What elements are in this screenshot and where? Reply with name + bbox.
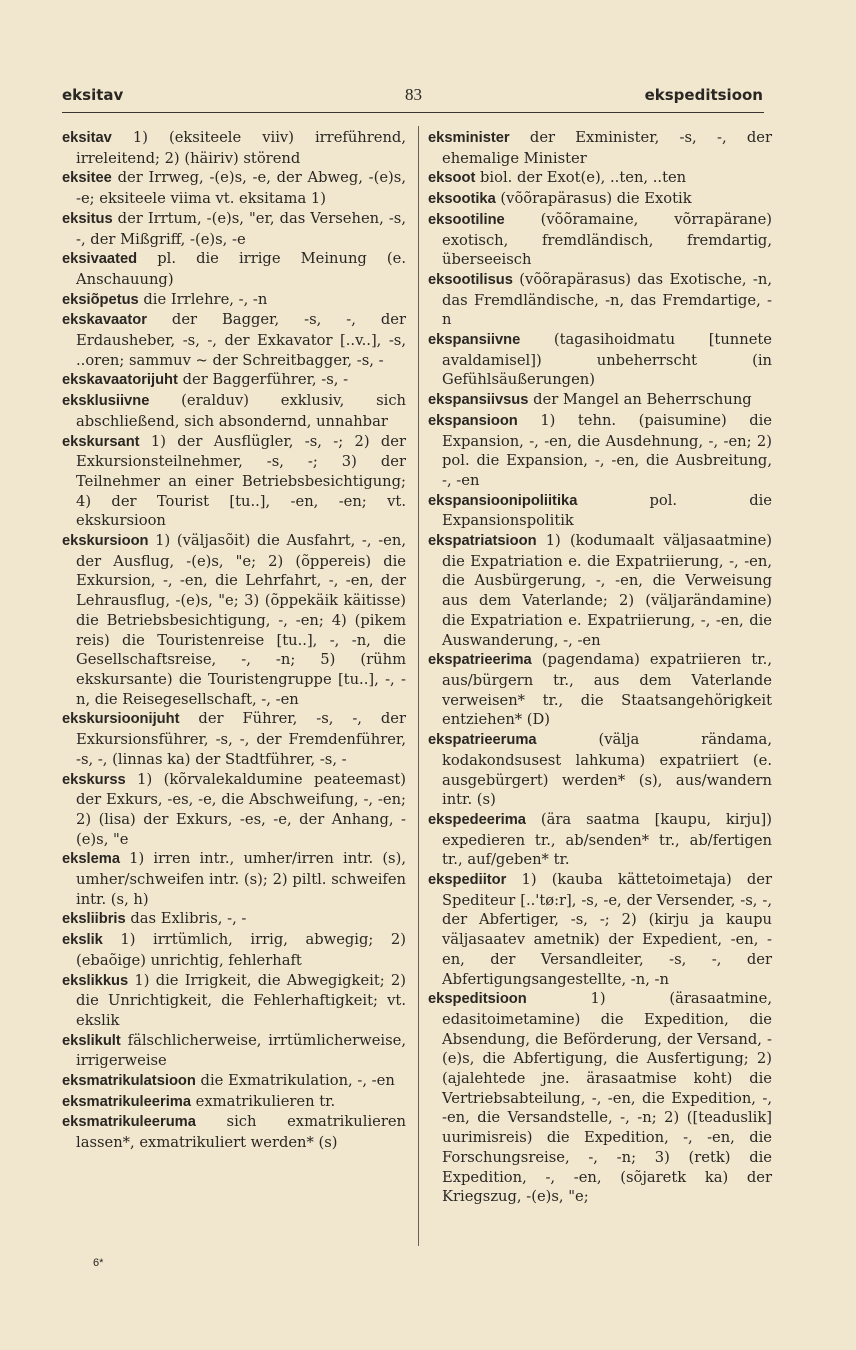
entry-definition: 1) (väljasõit) die Ausfahrt, -, -en, der Ausflug, -(e)s, "e; 2) (õppereis) die Exkursion, -, -en, die Lehrfahrt, -, -en, der Lehrausflug, -(e)s, "e; 3) (õppekäik käitisse) die Betriebsbesichtigung, -, -en; 4) (pikem reis) die Touristenreise [tu..], -, -n, die Gesellschaftsreise, -, -n; 5) (rühm ekskursante) die Touristengruppe [tu..], -, -n, die Reisegesellschaft, -, -en: [76, 532, 406, 708]
entry-definition: 1) (kõrvalekaldumine peateemast) der Exkurs, -es, -e, die Abschweifung, -, -en; 2) (lisa) der Exkurs, -es, -e, der Anhang, -(e)s, "e: [76, 770, 406, 848]
dictionary-entry: [428, 531, 772, 650]
entry-headword: ekspansioonipoliitika: [428, 492, 578, 509]
entry-definition: 1) (ärasaatmine, edasitoimetamine) die Expedition, die Absendung, die Beförderung, der Versand, -(e)s, die Abfertigung, die Ausfertigung; 2) (ajalehtede jne. ärasaatmise koht) die Vertriebsabteilung, -, -en, die Expedition, -, -en, die Versandstelle, -, -n; 2) ([teaduslik] uurimisreis) die Expedition, -, -en, die Forschungsreise, -, -n; 3) (retk) die Expedition, -, -en, (sõjaretk ka) der Kriegszug, -(e)s, "e;: [442, 990, 772, 1206]
dictionary-entry: [62, 1071, 406, 1092]
dictionary-entry: [62, 971, 406, 1031]
dictionary-entry: [428, 128, 772, 168]
entry-headword: ekslikult: [62, 1032, 121, 1049]
entry-headword: ekskursioonijuht: [62, 711, 180, 728]
entry-headword: eksliibris: [62, 911, 126, 928]
entry-headword: eksmatrikuleerima: [62, 1093, 192, 1110]
entry-headword: eksklusiivne: [62, 393, 150, 410]
entry-headword: eksootiline: [428, 211, 505, 228]
entry-definition: (välja rändama, kodakondsusest lahkuma) expatriiert (e. ausgebürgert) werden* (s), aus/wandern intr. (s): [442, 731, 772, 809]
entry-headword: eksiõpetus: [62, 291, 139, 308]
page-number: 83: [405, 85, 422, 104]
entry-definition: 1) (kauba kättetoimetaja) der Spediteur [..'tø:r], -s, -e, der Versender, -s, -, der Abfertiger, -s, -; 2) (kirju ja kaupu väljasaatev ametnik) der Expedient, -en, -en, der Versandleiter, -s, -, der Abfertigungsangestellte, -n, -n: [442, 871, 772, 988]
entry-definition: der Irrtum, -(e)s, "er, das Versehen, -s, -, der Mißgriff, -(e)s, -e: [76, 209, 406, 248]
entry-definition: sich exmatrikulieren lassen*, exmatrikuliert werden* (s): [76, 1113, 406, 1152]
entry-headword: eksitus: [62, 210, 113, 227]
entry-definition: (pagendama) expatriieren tr., aus/bürgern tr., aus dem Vaterlande verweisen* tr., die Staatsangehörigkeit entziehen* (D): [442, 651, 772, 729]
entry-headword: ekspansiivsus: [428, 392, 529, 409]
header-right-word: ekspeditsioon: [644, 86, 763, 104]
entry-definition: biol. der Exot(e), ..ten, ..ten: [475, 169, 687, 187]
entry-definition: der Baggerführer, -s, -: [177, 371, 349, 389]
entry-definition: 1) tehn. (paisumine) die Expansion, -, -en, die Ausdehnung, -, -en; 2) pol. die Expansion, -, -en, die Ausbreitung, -, -en: [442, 411, 772, 489]
entry-definition: 1) irren intr., umher/irren intr. (s), umher/schweifen intr. (s); 2) piltl. schweifen intr. (s, h): [76, 850, 406, 908]
entry-definition: (eralduv) exklusiv, sich abschließend, sich absondernd, unnahbar: [76, 392, 406, 430]
dictionary-entry: [62, 849, 406, 909]
dictionary-entry: [62, 290, 406, 311]
entry-headword: ekslikkus: [62, 972, 129, 989]
header-left-word: eksitav: [62, 86, 124, 104]
dictionary-entry: [62, 209, 406, 249]
entry-definition: der Mangel an Beherrschung: [528, 391, 752, 409]
entry-definition: (tagasihoidmatu [tunnete avaldamisel]) unbeherrscht (in Gefühlsäußerungen): [442, 331, 772, 389]
entry-headword: ekskursant: [62, 433, 140, 450]
dictionary-entry: [428, 330, 772, 390]
entry-definition: 1) irrtümlich, irrig, abwegig; 2) (ebaõige) unrichtig, fehlerhaft: [76, 931, 406, 969]
dictionary-entry: [62, 249, 406, 289]
dictionary-entry: [428, 270, 772, 330]
entry-headword: eksootilisus: [428, 271, 513, 288]
dictionary-entry: [428, 168, 772, 189]
entry-headword: ekspatrieerima: [428, 652, 532, 669]
dictionary-entry: [428, 411, 772, 491]
dictionary-entry: [428, 491, 772, 531]
dictionary-entry: [428, 189, 772, 210]
entry-headword: eksmatrikuleeruma: [62, 1114, 196, 1131]
dictionary-entry: [62, 1112, 406, 1152]
entry-headword: ekskavaator: [62, 312, 147, 329]
right-column: [428, 128, 772, 1207]
entry-definition: (võõrapärasus) die Exotik: [495, 190, 692, 208]
entry-definition: der Führer, -s, -, der Exkursionsführer, -s, -, der Fremdenführer, -s, -, (linnas ka) der Stadtführer, -s, -: [76, 710, 406, 768]
entry-headword: ekspansioon: [428, 412, 518, 429]
entry-headword: ekspatrieeruma: [428, 732, 537, 749]
dictionary-entry: [62, 432, 406, 532]
dictionary-entry: [62, 168, 406, 208]
entry-headword: ekskavaatorijuht: [62, 372, 178, 389]
entry-definition: pol. die Expansionspolitik: [442, 491, 772, 530]
entry-headword: ekslema: [62, 851, 120, 868]
dictionary-entry: [62, 391, 406, 431]
entry-definition: pl. die irrige Meinung (e. Anschauung): [76, 250, 406, 288]
dictionary-entry: [428, 390, 772, 411]
dictionary-entry: [62, 1092, 406, 1113]
dictionary-entry: [62, 370, 406, 391]
entry-definition: der Bagger, -s, -, der Erdausheber, -s, -, der Exkavator [..v..], -s, ..oren; sammuv ~ der Schreitbagger, -s, -: [76, 311, 406, 369]
entry-definition: 1) (eksiteele viiv) irreführend, irreleitend; 2) (häiriv) störend: [76, 129, 406, 167]
entry-definition: (võõrapärasus) das Exotische, -n, das Fremdländische, -n, das Fremdartige, -n: [442, 270, 772, 329]
dictionary-entry: [428, 650, 772, 730]
entry-headword: eksitee: [62, 170, 112, 187]
dictionary-entry: [428, 989, 772, 1207]
entry-definition: das Exlibris, -, -: [125, 910, 247, 928]
entry-definition: (võõramaine, võrrapärane) exotisch, fremdländisch, fremdartig, überseeisch: [442, 210, 772, 269]
entry-headword: eksminister: [428, 130, 510, 146]
entry-headword: eksootika: [428, 191, 496, 208]
dictionary-entry: [62, 770, 406, 850]
entry-headword: ekspansiivne: [428, 332, 521, 349]
entry-definition: exmatrikulieren tr.: [191, 1092, 336, 1110]
entry-headword: eksitav: [62, 130, 112, 146]
header-rule: [62, 112, 764, 113]
entry-headword: ekspatriatsioon: [428, 533, 537, 550]
dictionary-entry: [62, 310, 406, 370]
dictionary-entry: [62, 1031, 406, 1071]
entry-headword: ekspediitor: [428, 872, 507, 889]
entry-headword: eksoot: [428, 170, 476, 187]
entry-definition: die Exmatrikulation, -, -en: [195, 1072, 395, 1090]
dictionary-entry: [428, 210, 772, 270]
entry-headword: eksmatrikulatsioon: [62, 1073, 196, 1090]
entry-headword: eksivaated: [62, 251, 138, 268]
entry-headword: ekslik: [62, 932, 103, 949]
entry-headword: ekskursioon: [62, 533, 149, 550]
entry-definition: der Exminister, -s, -, der ehemalige Minister: [442, 129, 772, 167]
entry-definition: die Irrlehre, -, -n: [138, 290, 268, 308]
left-column: [62, 128, 406, 1153]
entry-definition: (ära saatma [kaupu, kirju]) expedieren tr., ab/senden* tr., ab/fertigen tr., auf/geben* tr.: [442, 810, 772, 869]
entry-headword: ekskurss: [62, 771, 126, 788]
dictionary-entry: [62, 128, 406, 168]
entry-definition: 1) (kodumaalt väljasaatmine) die Expatriation e. die Expatriierung, -, -en, die Ausbürgerung, -, -en, die Verweisung aus dem Vaterlande; 2) (väljarändamine) die Expatriation e. Expatriierung, -, -en, die Auswanderung, -, -en: [442, 532, 772, 649]
entry-definition: 1) die Irrigkeit, die Abwegigkeit; 2) die Unrichtigkeit, die Fehlerhaftigkeit; vt. ekslik: [76, 971, 406, 1029]
dictionary-entry: [62, 930, 406, 970]
dictionary-entry: [428, 730, 772, 810]
entry-headword: ekspeditsioon: [428, 991, 527, 1008]
entry-headword: ekspedeerima: [428, 811, 526, 828]
signature-mark: 6*: [93, 1257, 104, 1269]
dictionary-entry: [428, 810, 772, 870]
dictionary-entry: [62, 531, 406, 709]
entry-definition: fälschlicherweise, irrtümlicherweise, irrigerweise: [76, 1031, 406, 1070]
dictionary-entry: [428, 870, 772, 989]
entry-definition: 1) der Ausflügler, -s, -; 2) der Exkursionsteilnehmer, -s, -; 3) der Teilnehmer an einer Betriebsbesichtigung; 4) der Tourist [tu..], -en, -en; vt. ekskursioon: [76, 432, 406, 530]
dictionary-entry: [62, 709, 406, 769]
dictionary-entry: [62, 909, 406, 930]
entry-definition: der Irrweg, -(e)s, -e, der Abweg, -(e)s, -e; eksiteele viima vt. eksitama 1): [76, 169, 406, 208]
column-divider: [418, 126, 419, 1246]
